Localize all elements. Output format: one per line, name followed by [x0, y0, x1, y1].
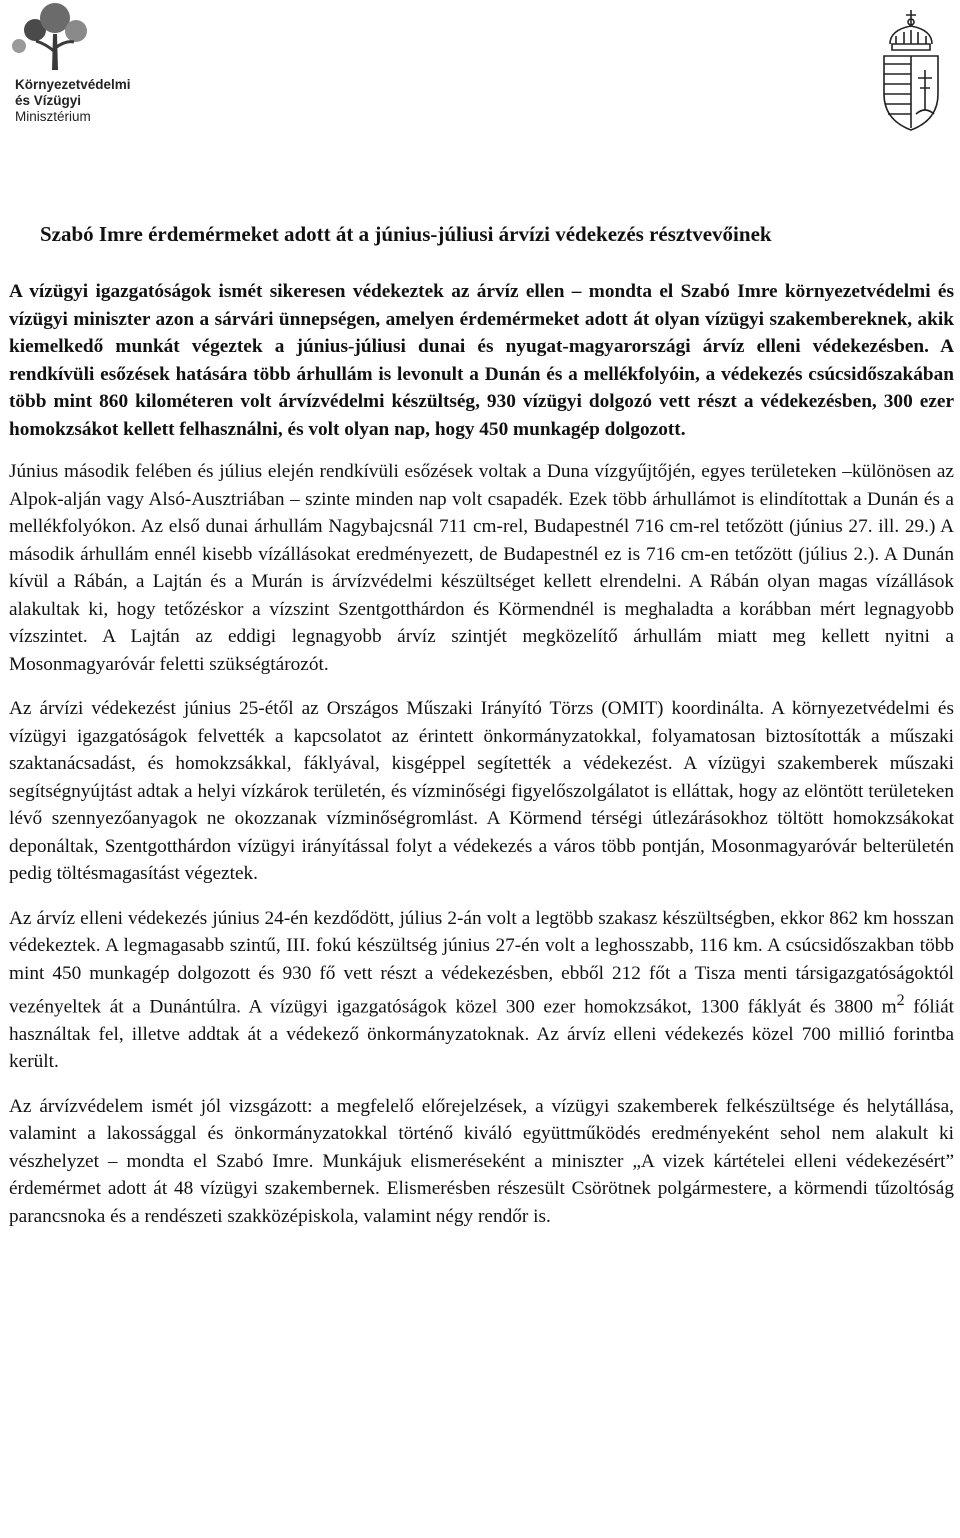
body-paragraph-3-part1: Az árvíz elleni védekezés június 24-én kezdődött, július 2-án volt a legtöbb szakasz készültségben, ekkor 862 km hosszan védekeztek. A legmagasabb szintű, III. fokú készültség június 27-én volt a leghosszabb, 116 km. A csúcsidőszakban több mint 450 munkagép dolgozott és 930 fő vett részt a védekezésben, ebből 212 főt a Tisza menti társigazgatóságoktól vezényeltek át a Dunántúlra. A vízügyi igazgatóságok közel 300 ezer homokzsákot, 1300 fáklyát és 3800 m	[9, 907, 954, 1018]
body-paragraph-2: Az árvízi védekezést június 25-étől az Országos Műszaki Irányító Törzs (OMIT) koordinálta. A környezetvédelmi és vízügyi igazgatóságok felvették a kapcsolatot az érintett önkormányzatokkal, folyamatosan biztosították a műszaki szaktanácsadást, és homokzsákkal, fáklyával, kisgéppel segítették a védekezést. A vízügyi szakemberek műszaki segítségnyújtást adtak a helyi vízkárok területén, és vízminőségi figyelőszolgálatot is elláttak, hogy az elöntött területeken lévő szennyezőanyagok ne okozzanak vízminőségromlást. A Körmend térségi útlezárásokhoz töltött homokzsákokat deponáltak, Szentgotthárdon vízügyi irányítással folyt a védekezés a város több pontján, Mosonmagyaróvár belterületén pedig töltésmagasítást végeztek.	[9, 698, 954, 884]
ministry-name-line1: Környezetvédelmi	[15, 77, 131, 92]
body-paragraph-3-part2: fóliát használtak fel, illetve addtak át a védekező önkormányzatoknak. Az árvíz elleni védekezés közel 700 millió forintba került.	[9, 996, 954, 1073]
document-body	[9, 278, 954, 1247]
body-paragraph-3	[9, 905, 954, 1076]
hungarian-coat-of-arms-icon	[876, 2, 946, 134]
ministry-name-line2: és Vízügyi	[15, 93, 82, 108]
ministry-logo-icon	[6, 0, 116, 76]
ministry-name-line3: Minisztérium	[15, 109, 91, 124]
document-title: Szabó Imre érdemérmeket adott át a június-júliusi árvízi védekezés résztvevőinek	[40, 222, 772, 246]
body-paragraph-4: Az árvízvédelem ismét jól vizsgázott: a megfelelő előrejelzések, a vízügyi szakemberek felkészültsége és helytállása, valamint a lakossággal és önkormányzatokkal történő kiváló együttműködés eredményeként sehol nem alakult ki vészhelyzet – mondta el Szabó Imre. Munkájuk elismeréseként a miniszter „A vizek kártételei elleni védekezésért” érdemérmet adott át 48 vízügyi szakembernek. Elismerésben részesült Csörötnek polgármestere, a körmendi tűzoltóság parancsnoka és a rendészeti szakközépiskola, valamint négy rendőr is.	[9, 1095, 954, 1227]
lead-paragraph: A vízügyi igazgatóságok ismét sikeresen védekeztek az árvíz ellen – mondta el Szabó Imre környezetvédelmi és vízügyi miniszter azon a sárvári ünnepségen, amelyen érdemérmeket adott át olyan vízügyi szakembereknek, akik kiemelkedő munkát végeztek a június-júliusi dunai és nyugat-magyarországi árvíz elleni védekezésben. A rendkívüli esőzések hatására több árhullám is levonult a Dunán és a mellékfolyóin, a védekezés csúcsidőszakában több mint 860 kilométeren volt árvízvédelmi készültség, 930 vízügyi dolgozó vett részt a védekezésben, 300 ezer homokzsákot kellett felhasználni, és volt olyan nap, hogy 450 munkagép dolgozott.	[9, 281, 954, 440]
ministry-name	[15, 77, 131, 125]
body-paragraph-1: Június második felében és július elején rendkívüli esőzések voltak a Duna vízgyűjtőjén, egyes területeken –különösen az Alpok-alján vagy Alsó-Ausztriában – szinte minden nap volt csapadék. Ezek több árhullámot is elindítottak a Dunán és a mellékfolyókon. Az első dunai árhullám Nagybajcsnál 711 cm-rel, Budapestnél 716 cm-rel tetőzött (június 27. ill. 29.) A második árhullám ennél kisebb vízállásokat eredményezett, de Budapestnél ez is 716 cm-en tetőzött (július 2.). A Dunán kívül a Rábán, a Lajtán és a Murán is árvízvédelmi készültséget kellett elrendelni. A Rábán olyan magas vízállások alakultak ki, hogy tetőzéskor a vízszint Szentgotthárdon és Körmendnél is meghaladta a korábban mért legnagyobb vízszintet. A Lajtán az eddigi legnagyobb árvíz szintjét megközelítő árhullám miatt meg kellett nyitni a Mosonmagyaróvár feletti szükségtározót.	[9, 461, 954, 675]
square-meter-superscript: 2	[896, 992, 905, 1009]
ministry-logo	[6, 0, 156, 130]
